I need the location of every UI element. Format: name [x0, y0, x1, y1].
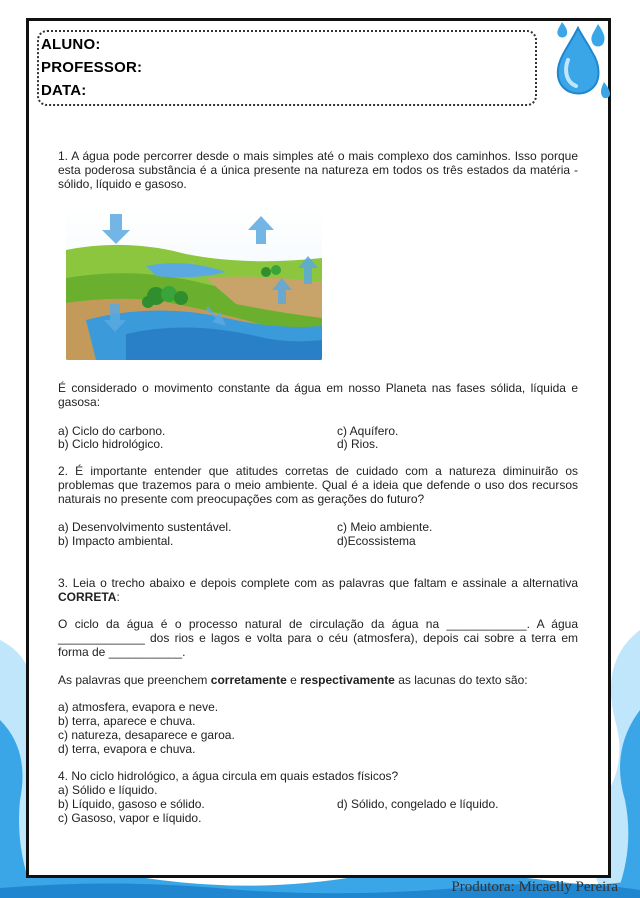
q3-option-a: a) atmosfera, evapora e neve.	[58, 700, 219, 714]
water-drops-icon	[548, 20, 612, 104]
q2-option-c: c) Meio ambiente.	[337, 520, 433, 534]
producer-credit: Produtora: Micaelly Pereira	[451, 879, 618, 895]
q3-prompt-bold2: respectivamente	[300, 673, 395, 687]
q1-option-b: b) Ciclo hidrológico.	[58, 437, 164, 451]
q3-option-d: d) terra, evapora e chuva.	[58, 742, 196, 756]
q1-statement: É considerado o movimento constante da água em nosso Planeta nas fases sólida, líquida e gasosa:	[58, 381, 578, 409]
q2-text: 2. É importante entender que atitudes corretas de cuidado com a natureza diminuirão os problemas que trazemos para o meio ambiente. Qual é a ideia que defende o uso dos recursos naturais no presente com preocupações com as gerações do futuro?	[58, 464, 578, 506]
q4-option-c: c) Gasoso, vapor e líquido.	[58, 811, 202, 825]
q3-prompt	[58, 673, 578, 687]
q1-option-a: a) Ciclo do carbono.	[58, 424, 166, 438]
q3-prompt-part3: as lacunas do texto são:	[394, 673, 528, 687]
professor-label: PROFESSOR:	[41, 59, 143, 76]
q1-option-c: c) Aquífero.	[337, 424, 399, 438]
q3-prompt-part2: e	[286, 673, 301, 687]
q3-text-after: :	[116, 590, 120, 604]
data-label: DATA:	[41, 82, 87, 99]
q2-option-b: b) Impacto ambiental.	[58, 534, 174, 548]
q2-option-d: d)Ecossistema	[337, 534, 416, 548]
q1-option-d: d) Rios.	[337, 437, 379, 451]
q3-prompt-part1: As palavras que preenchem	[58, 673, 211, 687]
q1-intro: 1. A água pode percorrer desde o mais simples até o mais complexo dos caminhos. Isso porque esta poderosa substância é a única presente na natureza em todos os três estados da matéria - sólido, líquido e gasoso.	[58, 149, 578, 191]
q3-text-bold: CORRETA	[58, 590, 117, 604]
q3-text	[58, 576, 578, 604]
q4-option-a: a) Sólido e líquido.	[58, 783, 158, 797]
q2-option-a: a) Desenvolvimento sustentável.	[58, 520, 232, 534]
water-cycle-illustration	[66, 208, 322, 360]
q4-option-d: d) Sólido, congelado e líquido.	[337, 797, 499, 811]
q4-option-b: b) Líquido, gasoso e sólido.	[58, 797, 205, 811]
q3-prompt-bold1: corretamente	[210, 673, 287, 687]
q3-option-c: c) natureza, desaparece e garoa.	[58, 728, 235, 742]
aluno-label: ALUNO:	[41, 36, 101, 53]
q3-option-b: b) terra, aparece e chuva.	[58, 714, 196, 728]
q3-text-before: 3. Leia o trecho abaixo e depois complete com as palavras que faltam e assinale a alternativa	[58, 576, 578, 590]
q4-text: 4. No ciclo hidrológico, a água circula em quais estados físicos?	[58, 769, 399, 783]
q3-passage: O ciclo da água é o processo natural de circulação da água na ____________. A água _____________ dos rios e lagos e volta para o céu (atmosfera), depois cai sobre a terra em forma de ___________.	[58, 617, 578, 659]
